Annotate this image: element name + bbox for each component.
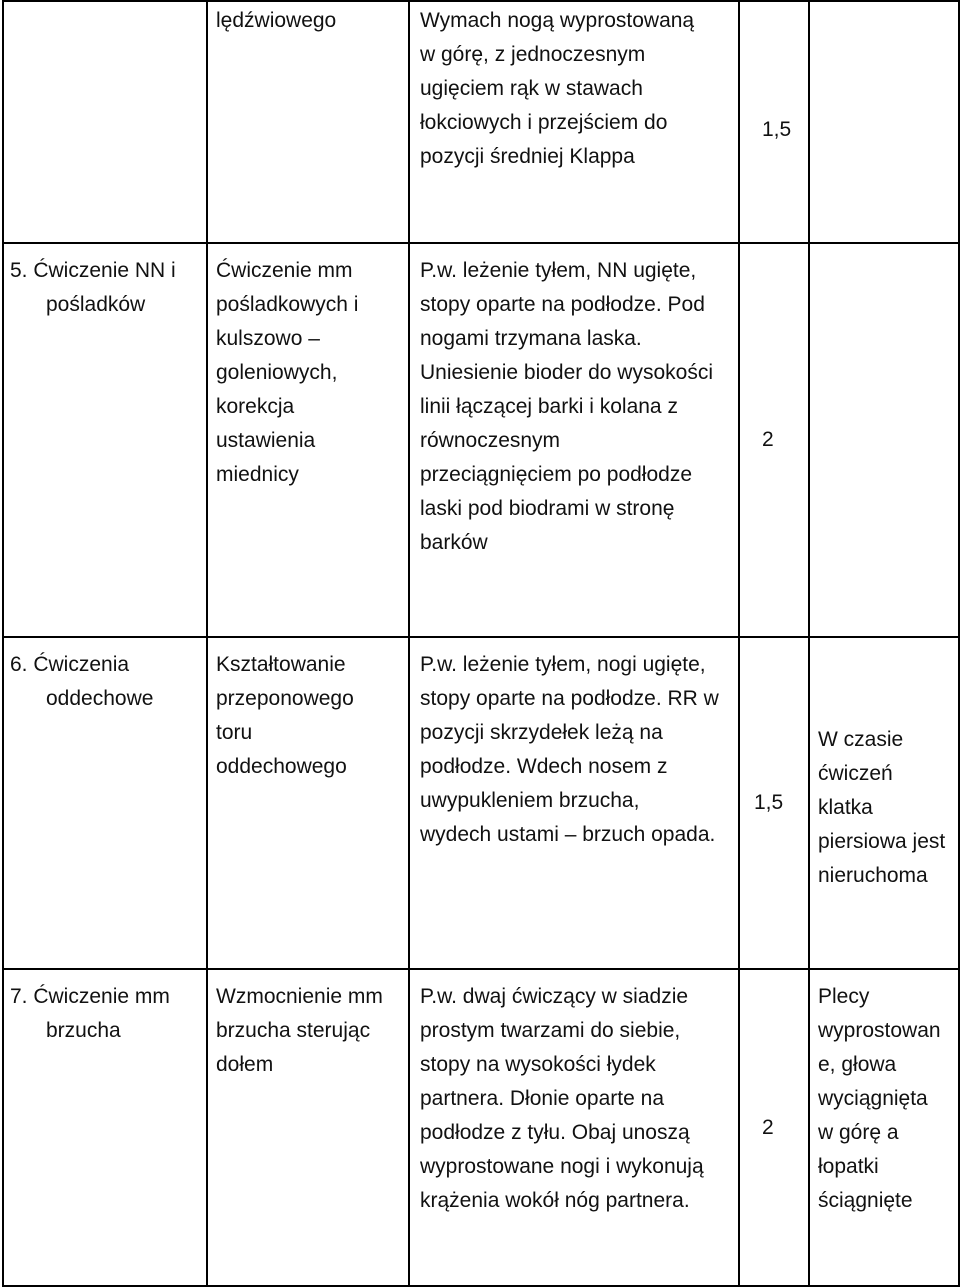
goal-line: miednicy bbox=[216, 463, 299, 486]
goal-line: ustawienia bbox=[216, 429, 316, 452]
description-line: laski pod biodrami w stronę bbox=[420, 497, 675, 520]
description-line: podłodze. Wdech nosem z bbox=[420, 755, 668, 778]
load-value: 2 bbox=[762, 428, 774, 451]
notes-line: klatka bbox=[818, 796, 873, 819]
goal-line: przeponowego bbox=[216, 687, 354, 710]
load-cell bbox=[739, 969, 809, 1286]
goal-cell bbox=[207, 1, 409, 243]
goal-cell bbox=[207, 969, 409, 1286]
description-line: wyprostowane nogi i wykonują bbox=[420, 1155, 704, 1178]
description-line: wydech ustami – brzuch opada. bbox=[420, 823, 716, 846]
goal-line: Kształtowanie bbox=[216, 653, 346, 676]
goal-line: Wzmocnienie mm bbox=[216, 985, 383, 1008]
notes-line: wyciągnięta bbox=[818, 1087, 928, 1110]
description-cell bbox=[409, 969, 739, 1286]
description-line: przeciągnięciem po podłodze bbox=[420, 463, 693, 486]
exercise-line: brzucha bbox=[46, 1019, 121, 1042]
description-line: łokciowych i przejściem do bbox=[420, 111, 668, 134]
exercise-line: 5. Ćwiczenie NN i bbox=[10, 259, 176, 282]
table-row bbox=[3, 243, 959, 637]
goal-line: dołem bbox=[216, 1053, 274, 1076]
goal-cell bbox=[207, 637, 409, 969]
notes-line: ściągnięte bbox=[818, 1189, 913, 1212]
description-cell bbox=[409, 243, 739, 637]
notes-cell bbox=[809, 637, 959, 969]
description-line: linii łączącej barki i kolana z bbox=[420, 395, 678, 418]
goal-line: brzucha sterując bbox=[216, 1019, 371, 1042]
goal-line: kulszowo – bbox=[216, 327, 320, 350]
goal-line: toru bbox=[216, 721, 253, 744]
description-line: stopy oparte na podłodze. Pod bbox=[420, 293, 705, 316]
description-line: partnera. Dłonie oparte na bbox=[420, 1087, 664, 1110]
load-value: 1,5 bbox=[762, 118, 792, 141]
description-line: stopy oparte na podłodze. RR w bbox=[420, 687, 719, 710]
goal-line: oddechowego bbox=[216, 755, 347, 778]
notes-line: wyprostowan bbox=[818, 1019, 941, 1042]
notes-line: w górę a bbox=[818, 1121, 899, 1144]
notes-line: ćwiczeń bbox=[818, 762, 893, 785]
description-cell bbox=[409, 1, 739, 243]
exercise-line: pośladków bbox=[46, 293, 146, 316]
description-line: Wymach nogą wyprostowaną bbox=[420, 9, 695, 32]
exercise-table bbox=[2, 0, 960, 1287]
exercise-cell bbox=[3, 969, 207, 1286]
description-line: P.w. leżenie tyłem, NN ugięte, bbox=[420, 259, 697, 282]
notes-line: łopatki bbox=[818, 1155, 879, 1178]
exercise-line: oddechowe bbox=[46, 687, 154, 710]
goal-line: Ćwiczenie mm bbox=[216, 259, 353, 282]
description-line: podłodze z tyłu. Obaj unoszą bbox=[420, 1121, 690, 1144]
exercise-line: 6. Ćwiczenia bbox=[10, 653, 130, 676]
load-cell bbox=[739, 637, 809, 969]
exercise-cell bbox=[3, 1, 207, 243]
table-row bbox=[3, 1, 959, 243]
description-line: w górę, z jednoczesnym bbox=[420, 43, 646, 66]
notes-line: e, głowa bbox=[818, 1053, 897, 1076]
load-value: 2 bbox=[762, 1115, 774, 1139]
goal-line: lędźwiowego bbox=[216, 9, 337, 32]
description-line: P.w. dwaj ćwiczący w siadzie bbox=[420, 985, 689, 1008]
goal-line: korekcja bbox=[216, 395, 295, 418]
notes-line: Plecy bbox=[818, 985, 870, 1008]
notes-line: W czasie bbox=[818, 728, 904, 751]
description-line: barków bbox=[420, 531, 488, 554]
notes-cell bbox=[809, 969, 959, 1286]
notes-cell bbox=[809, 243, 959, 637]
description-line: pozycji skrzydełek leżą na bbox=[420, 721, 663, 744]
table-row bbox=[3, 969, 959, 1286]
description-line: prostym twarzami do siebie, bbox=[420, 1019, 681, 1042]
description-line: Uniesienie bioder do wysokości bbox=[420, 361, 713, 384]
description-line: pozycji średniej Klappa bbox=[420, 145, 635, 168]
exercise-line: 7. Ćwiczenie mm bbox=[10, 985, 170, 1008]
goal-line: pośladkowych i bbox=[216, 293, 359, 316]
description-line: ugięciem rąk w stawach bbox=[420, 77, 643, 100]
description-line: nogami trzymana laska. bbox=[420, 327, 642, 350]
notes-line: piersiowa jest bbox=[818, 830, 946, 853]
notes-cell bbox=[809, 1, 959, 243]
goal-line: goleniowych, bbox=[216, 361, 338, 384]
load-value: 1,5 bbox=[754, 791, 784, 814]
goal-cell bbox=[207, 243, 409, 637]
description-cell bbox=[409, 637, 739, 969]
description-line: stopy na wysokości łydek bbox=[420, 1053, 656, 1076]
notes-line: nieruchoma bbox=[818, 864, 928, 887]
description-line: uwypukleniem brzucha, bbox=[420, 789, 640, 812]
load-cell bbox=[739, 1, 809, 243]
description-line: równoczesnym bbox=[420, 429, 561, 452]
table-row bbox=[3, 637, 959, 969]
description-line: P.w. leżenie tyłem, nogi ugięte, bbox=[420, 653, 706, 676]
load-cell bbox=[739, 243, 809, 637]
description-line: krążenia wokół nóg partnera. bbox=[420, 1189, 690, 1212]
exercise-cell bbox=[3, 637, 207, 969]
exercise-cell bbox=[3, 243, 207, 637]
